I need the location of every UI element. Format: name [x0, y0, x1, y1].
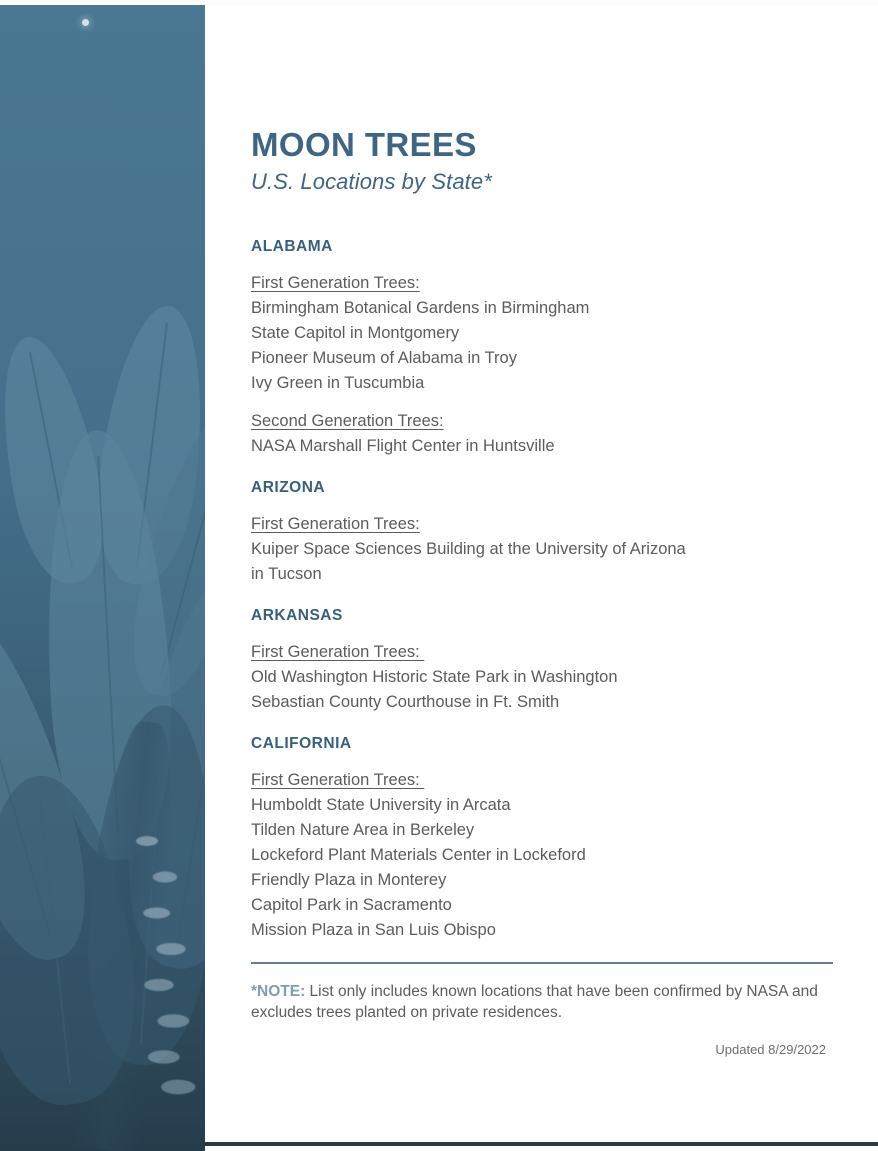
- fern-frond-shape: [111, 811, 205, 1111]
- state-block: [251, 734, 833, 943]
- state-heading: ALABAMA: [251, 238, 333, 255]
- decorative-photo-panel: [0, 5, 205, 1151]
- generation-label: First Generation Trees:: [251, 643, 425, 661]
- location-item: Kuiper Space Sciences Building at the University of Arizona: [251, 540, 686, 558]
- generation-group: [251, 409, 833, 459]
- state-list: [251, 237, 833, 943]
- footnote: [251, 981, 827, 1023]
- generation-label: First Generation Trees:: [251, 515, 420, 533]
- location-item: Lockeford Plant Materials Center in Lockeford: [251, 846, 586, 864]
- footnote-label: *NOTE:: [251, 983, 306, 1000]
- state-block: [251, 478, 833, 587]
- generation-group: [251, 768, 833, 943]
- location-item: NASA Marshall Flight Center in Huntsville: [251, 437, 555, 455]
- location-item: Capitol Park in Sacramento: [251, 896, 452, 914]
- state-heading: CALIFORNIA: [251, 735, 352, 752]
- generation-group: [251, 640, 833, 715]
- state-block: [251, 606, 833, 715]
- state-heading: ARIZONA: [251, 479, 326, 496]
- generation-label: Second Generation Trees:: [251, 412, 444, 430]
- location-item: Old Washington Historic State Park in Washington: [251, 668, 618, 686]
- location-item: Pioneer Museum of Alabama in Troy: [251, 349, 517, 367]
- moon-icon: [82, 19, 89, 26]
- location-item: Ivy Green in Tuscumbia: [251, 374, 425, 392]
- page-title: MOON TREES: [251, 126, 477, 163]
- page-subtitle: U.S. Locations by State*: [251, 169, 492, 194]
- generation-label: First Generation Trees:: [251, 274, 420, 292]
- location-item: Mission Plaza in San Luis Obispo: [251, 921, 496, 939]
- location-item: State Capitol in Montgomery: [251, 324, 460, 342]
- generation-label: First Generation Trees:: [251, 771, 425, 789]
- footer-divider: [251, 962, 833, 964]
- location-item: Humboldt State University in Arcata: [251, 796, 511, 814]
- generation-group: [251, 271, 833, 396]
- location-item: Sebastian County Courthouse in Ft. Smith: [251, 693, 560, 711]
- state-block: [251, 237, 833, 459]
- location-item: Tilden Nature Area in Berkeley: [251, 821, 475, 839]
- updated-date: Updated 8/29/2022: [715, 1042, 826, 1057]
- location-item: in Tucson: [251, 565, 322, 583]
- document-content: [251, 5, 833, 1058]
- location-item: Birmingham Botanical Gardens in Birmingham: [251, 299, 590, 317]
- generation-group: [251, 512, 833, 587]
- location-item: Friendly Plaza in Monterey: [251, 871, 447, 889]
- state-heading: ARKANSAS: [251, 607, 343, 624]
- footnote-text: List only includes known locations that have been confirmed by NASA and excludes trees planted on private residences.: [251, 983, 818, 1021]
